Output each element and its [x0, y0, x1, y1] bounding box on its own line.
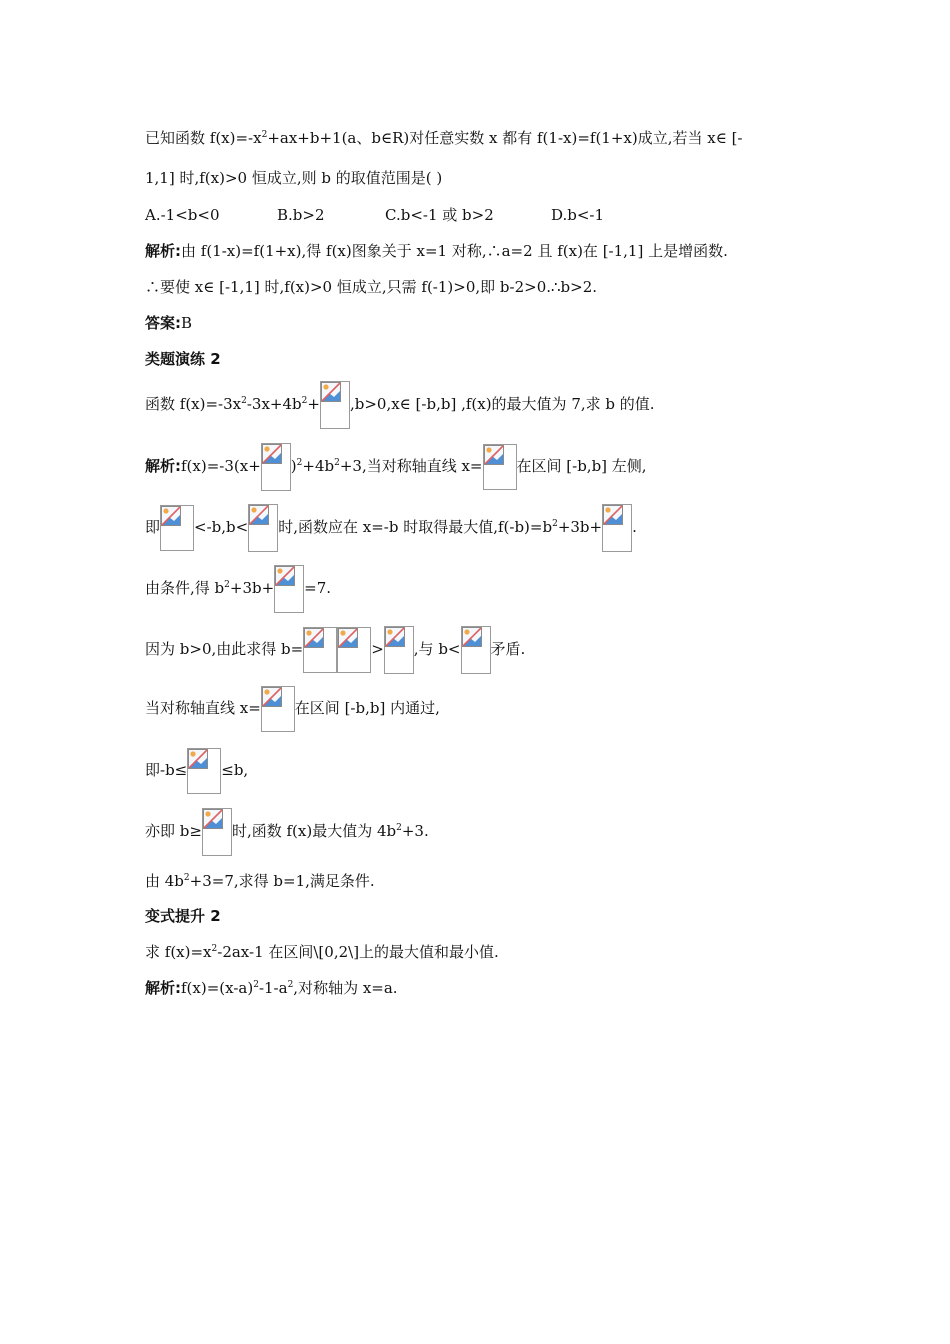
superscript: 2 [552, 519, 558, 529]
solution-label: 解析: [145, 979, 181, 997]
solution2-text: 因为 b>0,由此求得 b= [145, 640, 304, 658]
superscript: 2 [183, 873, 190, 883]
superscript: 2 [287, 980, 294, 990]
problem3-text: -2ax-1 在区间\[0,2\]上的最大值和最小值. [217, 943, 499, 961]
answer1 [145, 313, 192, 333]
superscript: 2 [396, 823, 402, 833]
problem2-text-a: 函数 f(x)=-3x [145, 395, 242, 413]
solution2-line7 [145, 808, 429, 856]
solution2-line1 [145, 443, 647, 491]
broken-image-icon [261, 443, 291, 491]
broken-image-icon [303, 627, 337, 673]
solution1-text-a: 由 f(1-x)=f(1+x),得 f(x)图象关于 x=1 对称,∴a=2 且 f(x)在 [-1,1] 上是增函数. [181, 242, 728, 260]
superscript: 2 [261, 130, 268, 140]
solution3-text: f(x)=(x-a) [181, 979, 254, 997]
superscript: 2 [301, 396, 308, 406]
solution2-text: f(x)=-3(x+ [181, 457, 261, 475]
solution-label: 解析: [145, 242, 181, 260]
solution2-line4 [145, 626, 525, 674]
superscript: 2 [241, 396, 247, 406]
problem3-line [145, 942, 499, 962]
solution2-text: +3,当对称轴直线 x= [339, 457, 483, 475]
solution2-text: 时,函数应在 x=-b 时取得最大值,f(-b)=b [278, 518, 553, 536]
superscript: 2 [296, 458, 303, 468]
broken-image-icon [274, 565, 304, 613]
solution2-text: > [371, 640, 384, 658]
section2-title: 类题演练 2 [145, 350, 221, 368]
superscript: 2 [224, 580, 230, 590]
superscript: 2 [253, 980, 259, 990]
solution1-line1 [145, 241, 728, 261]
broken-image-icon [483, 444, 517, 490]
solution3-text: -1-a [258, 979, 288, 997]
broken-image-icon [202, 808, 232, 856]
solution2-text: +3b+ [229, 579, 275, 597]
superscript: 2 [334, 458, 340, 468]
superscript: 2 [211, 944, 218, 954]
solution2-text: 即 [145, 518, 161, 536]
problem1-line2 [145, 168, 442, 188]
problem1-text-b: +ax+b+1(a、b∈R)对任意实数 x 都有 f(1-x)=f(1+x)成立,若当 x∈ [- [267, 129, 743, 147]
broken-image-icon [248, 504, 278, 552]
solution2-text: 在区间 [-b,b] 内通过, [294, 699, 440, 717]
problem1-line1 [145, 128, 743, 148]
solution2-line2 [145, 504, 637, 552]
solution2-text: +3. [401, 822, 429, 840]
solution2-text: 由条件,得 b [145, 579, 225, 597]
solution2-line5 [145, 686, 440, 732]
solution2-text: 时,函数 f(x)最大值为 4b [231, 822, 397, 840]
section3-title: 变式提升 2 [145, 907, 221, 925]
option-d: D.b<-1 [551, 206, 605, 224]
broken-image-icon [187, 748, 221, 794]
solution2-text: <-b,b< [194, 518, 249, 536]
solution-label: 解析: [145, 457, 181, 475]
solution2-line8 [145, 871, 375, 891]
option-c: C.b<-1 或 b>2 [385, 206, 494, 224]
problem2-line [145, 381, 655, 429]
solution2-text: . [632, 518, 637, 536]
problem2-text-d: ,b>0,x∈ [-b,b] ,f(x)的最大值为 7,求 b 的值. [349, 395, 655, 413]
solution2-text: ≤b, [221, 761, 249, 779]
broken-image-icon [337, 627, 371, 673]
solution2-text: ,与 b< [413, 640, 461, 658]
solution2-text: 由 4b [145, 872, 184, 890]
solution1-text-b: ∴要使 x∈ [-1,1] 时,f(x)>0 恒成立,只需 f(-1)>0,即 b-2>0.∴b>2. [145, 278, 598, 296]
solution2-text: +3=7,求得 b=1,满足条件. [189, 872, 375, 890]
solution2-text: 当对称轴直线 x= [145, 699, 261, 717]
broken-image-icon [461, 626, 491, 674]
problem2-text-c: + [307, 395, 320, 413]
problem2-text-b: -3x+4b [246, 395, 302, 413]
solution2-text: 即-b≤ [145, 761, 188, 779]
solution3-text: ,对称轴为 x=a. [293, 979, 398, 997]
solution2-text: ) [290, 457, 297, 475]
solution2-text: 在区间 [-b,b] 左侧, [516, 457, 647, 475]
problem1-text-a: 已知函数 f(x)=-x [145, 129, 262, 147]
solution2-text: 矛盾. [490, 640, 526, 658]
option-b: B.b>2 [277, 206, 325, 224]
solution2-text: =7. [304, 579, 332, 597]
answer-label: 答案: [145, 314, 181, 332]
broken-image-icon [320, 381, 350, 429]
solution2-text: +4b [302, 457, 335, 475]
solution2-text: 亦即 b≥ [145, 822, 202, 840]
answer-value: B [181, 314, 193, 332]
solution2-line6 [145, 748, 248, 794]
solution2-line3 [145, 565, 331, 613]
broken-image-icon [261, 686, 295, 732]
option-a: A.-1<b<0 [145, 206, 220, 224]
broken-image-icon [602, 504, 632, 552]
problem1-options [145, 205, 604, 225]
problem3-text: 求 f(x)=x [145, 943, 212, 961]
solution3-line [145, 978, 398, 998]
solution2-text: +3b+ [557, 518, 603, 536]
problem1-text-c: 1,1] 时,f(x)>0 恒成立,则 b 的取值范围是( ) [145, 169, 443, 187]
broken-image-icon [384, 626, 414, 674]
broken-image-icon [160, 505, 194, 551]
solution1-line2 [145, 277, 597, 297]
